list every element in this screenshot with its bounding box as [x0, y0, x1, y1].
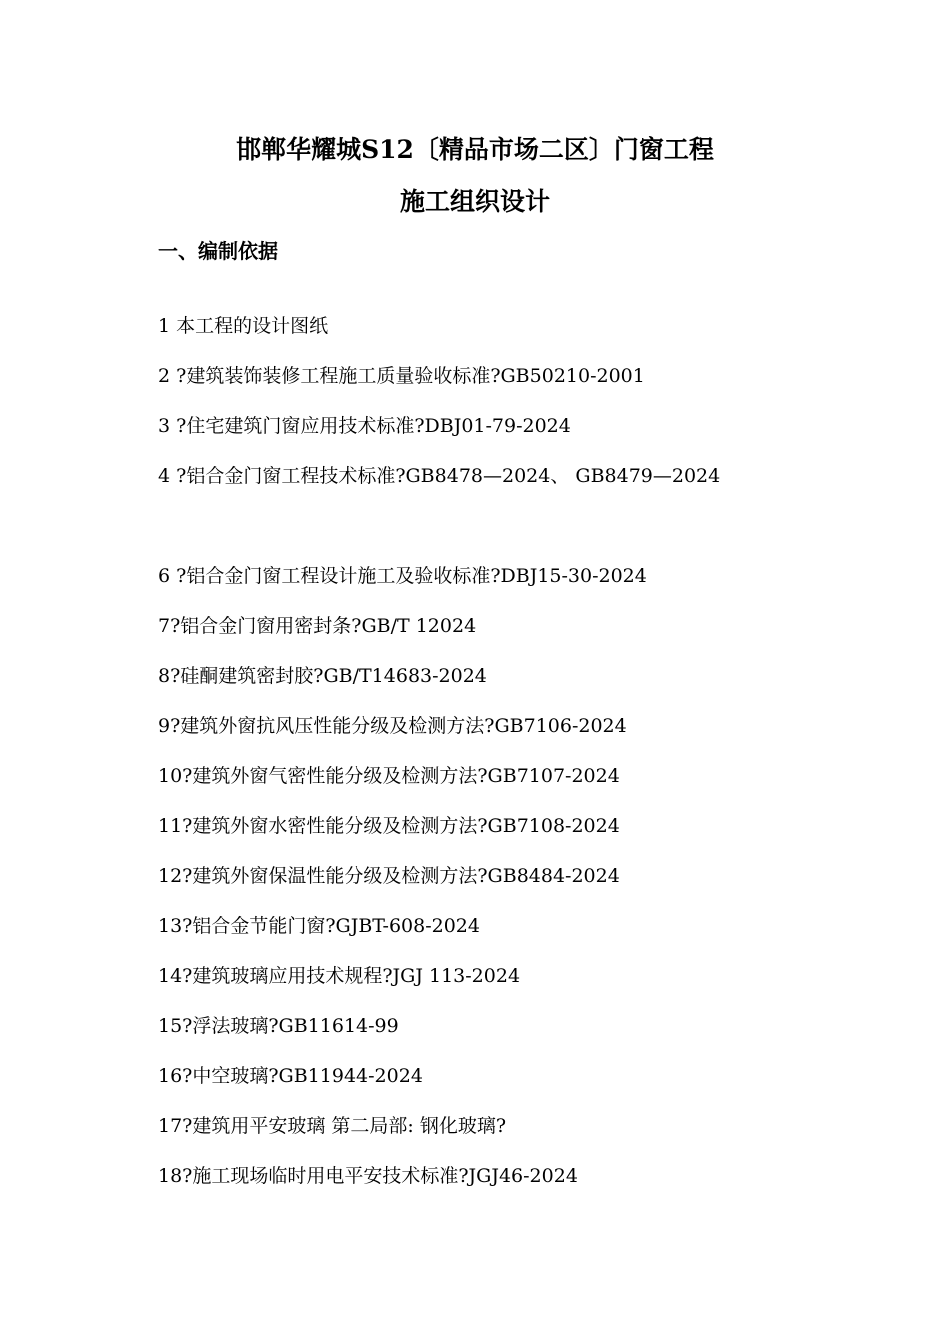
- reference-item: 7?铝合金门窗用密封条?GB/T 12024: [158, 615, 477, 637]
- reference-blank-line: [158, 512, 878, 562]
- reference-item: 13?铝合金节能门窗?GJBT-608-2024: [158, 915, 480, 937]
- reference-item: 16?中空玻璃?GB11944-2024: [158, 1065, 423, 1087]
- reference-item: 2 ?建筑装饰装修工程施工质量验收标准?GB50210-2001: [158, 365, 645, 387]
- reference-item: 6 ?铝合金门窗工程设计施工及验收标准?DBJ15-30-2024: [158, 565, 647, 587]
- reference-item: 17?建筑用平安玻璃 第二局部: 钢化玻璃?: [158, 1115, 507, 1137]
- document-title: 邯郸华耀城S12〔精品市场二区〕门窗工程: [236, 135, 714, 164]
- document-subtitle: 施工组织设计: [399, 187, 550, 216]
- reference-item: 15?浮法玻璃?GB11614-99: [158, 1015, 399, 1037]
- reference-list: [158, 312, 878, 1212]
- reference-item: 14?建筑玻璃应用技术规程?JGJ 113-2024: [158, 965, 521, 987]
- reference-item: 1 本工程的设计图纸: [158, 315, 329, 337]
- reference-item: 10?建筑外窗气密性能分级及检测方法?GB7107-2024: [158, 765, 620, 787]
- reference-item: 9?建筑外窗抗风压性能分级及检测方法?GB7106-2024: [158, 715, 627, 737]
- section-heading: 一、编制依据: [158, 239, 278, 263]
- reference-item: 18?施工现场临时用电平安技术标准?JGJ46-2024: [158, 1165, 578, 1187]
- reference-item: 8?硅酮建筑密封胶?GB/T14683-2024: [158, 665, 487, 687]
- reference-item: 3 ?住宅建筑门窗应用技术标准?DBJ01-79-2024: [158, 415, 571, 437]
- reference-item: 11?建筑外窗水密性能分级及检测方法?GB7108-2024: [158, 815, 620, 837]
- reference-item: 4 ?铝合金门窗工程技术标准?GB8478—2024、 GB8479—2024: [158, 465, 721, 487]
- reference-item: 12?建筑外窗保温性能分级及检测方法?GB8484-2024: [158, 865, 620, 887]
